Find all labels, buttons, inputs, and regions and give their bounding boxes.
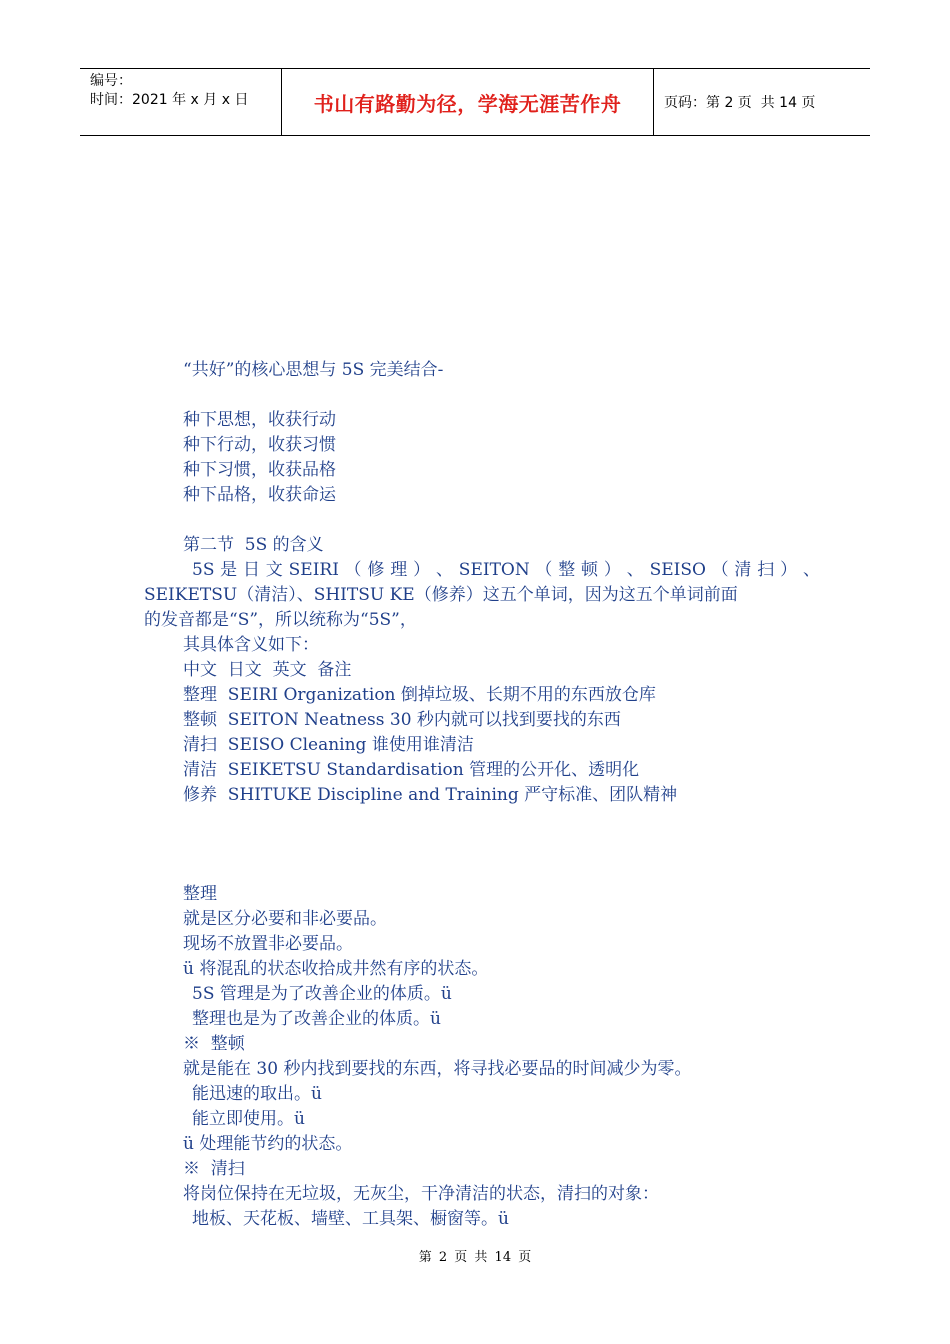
- section-heading: 第二节 5S 的含义: [183, 535, 324, 555]
- table-row-line: 清洁 SEIKETSU Standardisation 管理的公开化、透明化: [183, 760, 640, 780]
- subsection-heading: ※ 清扫: [183, 1159, 245, 1179]
- text-line: 就是能在 30 秒内找到要找的东西，将寻找必要品的时间减少为零。: [183, 1059, 692, 1079]
- text-line: 现场不放置非必要品。: [183, 934, 353, 954]
- text-line: 5S 是 日 文 SEIRI （ 修 理 ） 、 SEITON （ 整 顿 ） 、 SEISO （ 清 扫 ） 、: [192, 560, 820, 580]
- page-footer: 第 2 页 共 14 页: [418, 1250, 532, 1265]
- text-line: 就是区分必要和非必要品。: [183, 909, 387, 929]
- header-meta-cell: [80, 69, 282, 135]
- text-line: 其具体含义如下：: [183, 635, 319, 655]
- text-line: 的发音都是“S”，所以统称为“5S”，: [144, 610, 417, 630]
- text-line: SEIKETSU（清洁）、SHITSU KE（修养）这五个单词，因为这五个单词前面: [144, 585, 738, 605]
- text-line: 种下习惯，收获品格: [183, 460, 336, 480]
- header-number-label: 编号：: [90, 73, 132, 89]
- text-line: 5S 管理是为了改善企业的体质。ü: [192, 984, 452, 1004]
- header-time-label: 时间：2021 年 x 月 x 日: [90, 92, 249, 108]
- header-motto: 书山有路勤为径，学海无涯苦作舟: [282, 69, 654, 135]
- table-header-line: 中文 日文 英文 备注: [183, 660, 352, 680]
- intro-line: “共好”的核心思想与 5S 完美结合-: [183, 360, 444, 380]
- header-page-info: 页码：第 2 页 共 14 页: [664, 95, 816, 111]
- text-line: 整理也是为了改善企业的体质。ü: [192, 1009, 441, 1029]
- subsection-heading: 整理: [183, 884, 217, 904]
- header-table: [80, 68, 870, 136]
- text-line: 地板、天花板、墙壁、工具架、橱窗等。ü: [192, 1209, 509, 1229]
- table-row-line: 整顿 SEITON Neatness 30 秒内就可以找到要找的东西: [183, 710, 621, 730]
- table-row-line: 清扫 SEISO Cleaning 谁使用谁清洁: [183, 735, 474, 755]
- table-row-line: 修养 SHITUKE Discipline and Training 严守标准、团队精神: [183, 785, 678, 805]
- text-line: 将岗位保持在无垃圾，无灰尘，干净清洁的状态，清扫的对象：: [183, 1184, 659, 1204]
- text-line: ü 处理能节约的状态。: [183, 1134, 353, 1154]
- text-line: 能立即使用。ü: [192, 1109, 305, 1129]
- text-line: 种下品格，收获命运: [183, 485, 336, 505]
- text-line: ü 将混乱的状态收拾成井然有序的状态。: [183, 959, 489, 979]
- text-line: 能迅速的取出。ü: [192, 1084, 322, 1104]
- text-line: 种下行动，收获习惯: [183, 435, 336, 455]
- subsection-heading: ※ 整顿: [183, 1034, 245, 1054]
- table-row-line: 整理 SEIRI Organization 倒掉垃圾、长期不用的东西放仓库: [183, 685, 656, 705]
- text-line: 种下思想，收获行动: [183, 410, 336, 430]
